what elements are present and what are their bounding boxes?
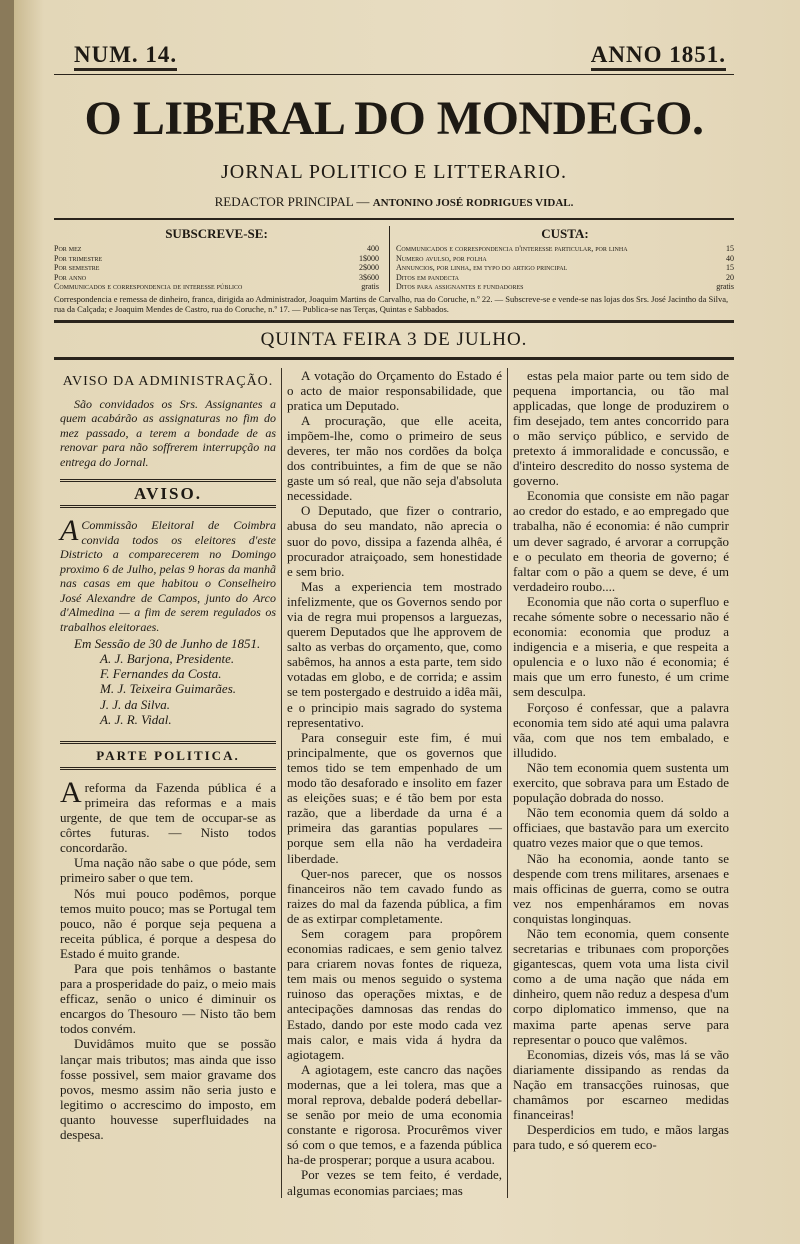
costs-heading: CUSTA: (541, 226, 589, 241)
paragraph-text: reforma da Fazenda pública é a primeira das reformas e a mais urgente, de que tem de occupar-se as côrtes futuras. — Nisto todos concordarão. (60, 779, 276, 856)
price-value: 40 (726, 253, 734, 263)
columns (54, 368, 734, 1198)
paragraph: Não tem economia, quem consente secretarias e tribunaes com proporções gigantescas, quem vota uma lista civil como a de uma nação que náda em dinheiro, quem não reduz a despesa d'um corpo diplomatico immenso, que na maxima parte apenas serve para representar o pouco que valêmos. (513, 925, 729, 1047)
issue-year: ANNO 1851. (591, 42, 726, 71)
paragraph: Não ha economia, aonde tanto se despende com trens militares, arsenaes e mais officinas de guerra, como se outra vez nos empenháramos em novas conquistas longinquas. (513, 850, 729, 926)
paragraph: Sem coragem para propôrem economias radicaes, e sem genio talvez para criarem novas fontes de riqueza, tem mais ou menos seguido o systema ruinoso das operações mixtas, e de antecipações damnosas das rendas do Estado, dando por este modo cada vez mais calor, e mais vida á hydra da agiotagem. (287, 925, 502, 1062)
price-value: 15 (726, 244, 734, 253)
price-row (396, 282, 734, 292)
correspondence-note: Correspondencia e remessa de dinheiro, franca, dirigida ao Administrador, Joaquim Martins de Carvalho, rua do Coruche, n.º 22. — Subscreve-se e vende-se nas lojas dos Srs. José Jacintho da Silva, rua da Calçada; e Joaquim Mendes de Castro, rua do Coruche, n.º 17. — Publica-se nas Terças, Quintas e Sabbados. (54, 293, 729, 314)
price-label: Por semestre (54, 263, 100, 272)
newspaper-page (14, 0, 800, 1244)
price-row (396, 263, 734, 273)
paragraph: A agiotagem, este cancro das nações modernas, que a lei tolera, mas que a moral reprova, debalde poderá debellar-se senão por meio de uma economia constante e rigorosa. Procurêmos viver só com o que temos, e a fazenda pública ha-de prosperar; porque a usura acabou. (287, 1061, 502, 1168)
paragraph: Forçoso é confessar, que a palavra economia tem sido até aqui uma palavra vãa, com que nos tem embalado, e illudido. (513, 699, 729, 760)
aviso-text: Commissão Eleitoral de Coimbra convida todos os eleitores d'este Districto a comparecerem no Domingo proximo 6 de Julho, pelas 9 horas da manhã nas casas em que habitou o Conselheiro José Alexandre de Campos, junto do Arco d'Almedina — a fim de serem regulados os trabalhos eleitoraes. (60, 518, 276, 634)
signature: A. J. R. Vidal. (100, 711, 172, 727)
column-2 (282, 368, 508, 1198)
column-3 (508, 368, 734, 1198)
signature: A. J. Barjona, Presidente. (100, 651, 235, 667)
price-label: Ditos em pandecta (396, 272, 459, 282)
paragraph: Economia que não corta o superfluo e recahe sómente sobre o necessario não é economia: economia que produz a indigencia e a miseria, e que respeita a opulencia e o luxo não é economia; é mais que um erro funesto, é um crime sem desculpa. (513, 593, 729, 700)
issue-date: QUINTA FEIRA 3 DE JULHO. (260, 328, 528, 350)
editor-line (54, 194, 734, 210)
price-row (396, 254, 734, 264)
divider (54, 74, 734, 75)
paragraph: Uma nação não sabe o que póde, sem primeiro saber o que tem. (60, 855, 276, 886)
paragraph: A votação do Orçamento do Estado é o acto de maior responsabilidade, que pratica um Deputado. (287, 367, 502, 413)
price-label: Annuncios, por linha, em typo do artigo principal (396, 263, 568, 272)
price-row (54, 263, 379, 273)
subscription-heading: SUBSCREVE-SE: (165, 226, 268, 241)
prices-block (54, 226, 734, 292)
paragraph: Economia que consiste em não pagar ao credor do estado, e ao empregado que trabalha, não é economia: é não cumprir um dever sagrado, é arvorar a corrupção e o peculato em theoria de governo; é faltar com o pão a quem se deve, é um verdadeiro roubo.... (513, 488, 729, 594)
price-label: Por anno (54, 272, 87, 282)
notice-text: São convidados os Srs. Assignantes a quem acabárão as assignaturas no fim do mez passado, a terem a bondade de as renovar para não soffrerem interrupção na entrega do Jornal. (60, 396, 276, 469)
price-row (396, 244, 734, 254)
costs-block (389, 226, 734, 292)
price-row (54, 254, 379, 264)
price-value: gratis (716, 282, 734, 291)
paragraph: O Deputado, que fizer o contrario, abusa do seu mandato, não aprecia o suor do povo, dissipa a fazenda alhêa, é procurador atraiçoado, sem honestidade e sem brio. (287, 503, 502, 579)
price-label: Ditos para assignantes e fundadores (396, 282, 524, 291)
issue-number: NUM. 14. (74, 42, 177, 71)
price-value: 15 (726, 263, 734, 272)
aviso-body (60, 514, 276, 634)
session-line: Em Sessão de 30 de Junho de 1851. (74, 636, 261, 652)
paragraph: Para que pois tenhâmos o bastante para a prosperidade do paiz, o meio mais efficaz, senão o unico é diminuir os encargos do Thesouro — Nisto tão bem todos convém. (60, 960, 276, 1037)
price-value: gratis (361, 282, 379, 291)
price-label: Communicados e correspondencia de interesse público (54, 282, 243, 291)
paragraph: estas pela maior parte ou tem sido de pequena importancia, ou tão mal applicadas, que longe de produzirem o fim desejado, tem antes concorrido para o mão serviço público, e servido de pretexto á immoralidade e concussão, e d'inteiro descredito do nosso systema de governo. (513, 367, 729, 489)
signature: F. Fernandes da Costa. (100, 666, 222, 682)
notice-heading: AVISO DA ADMINISTRAÇÃO. (62, 373, 274, 389)
price-value: 1$000 (359, 253, 379, 263)
price-label: Communicados e correspondencia d'interesse particular, por linha (396, 244, 628, 253)
paragraph: Duvidâmos muito que se possão lançar mais tributos; mas ainda que isso fosse possivel, sem maior gravame dos povos, mesmo assim não seria justo e legitimo o accrescimo do imposto, em quanto houvesse superfluidades na despesa. (60, 1036, 276, 1142)
paragraph: Nós mui pouco podêmos, porque temos muito pouco; mas se Portugal tem pouco, não é porque seja pequena a receita pública, é porque a despesa do Estado é muito grande. (60, 885, 276, 961)
divider (54, 320, 734, 323)
price-value: 2$000 (359, 263, 379, 272)
subscription-block (54, 226, 379, 292)
masthead-subtitle: JORNAL POLITICO E LITTERARIO. (220, 161, 567, 183)
paragraph: Desperdicios em tudo, e mãos largas para tudo, e só querem eco- (513, 1122, 729, 1153)
paragraph: Economias, dizeis vós, mas lá se vão diariamente dissipando as rendas da Nação em transacções ruinosas, que chamâmos por escarneo medidas financeiras! (513, 1046, 729, 1123)
divider (54, 357, 734, 360)
paragraph (60, 775, 276, 856)
paragraph: Quer-nos parecer, que os nossos financeiros não tem cavado fundo as raizes do mal da fazenda pública, a fim de as extirpar completamente. (287, 865, 502, 926)
paragraph: Não tem economia quem sustenta um exercito, que sobrava para um Estado de população dobrada do nosso. (513, 759, 729, 806)
drop-cap: A (60, 514, 79, 548)
drop-cap: A (60, 775, 82, 809)
signature: M. J. Teixeira Guimarães. (100, 681, 237, 697)
column-1 (54, 368, 282, 1198)
top-line (54, 42, 734, 71)
divider (54, 218, 734, 220)
price-value: 400 (367, 244, 379, 253)
paragraph: Mas a experiencia tem mostrado infelizmente, que os Governos sendo por via de regra mui propensos a larguezas, querem Deputados que lhe approvem de salto as verbas do orçamento, que, como sabêmos, ha annos a esta parte, tem sido votadas em globo, e de corrida; e assim se tem postergado e destruido a idêa mãi, e o principio mais sagrado do systema representativo. (287, 578, 502, 730)
price-row (54, 273, 379, 283)
price-label: Numero avulso, por folha (396, 253, 487, 263)
price-row (54, 282, 379, 292)
masthead-title: O LIBERAL DO MONDEGO. (84, 92, 704, 145)
editor-name: ANTONINO JOSÉ RODRIGUES VIDAL. (372, 197, 574, 209)
price-label: Por mez (54, 244, 82, 253)
price-row (396, 273, 734, 283)
price-row (54, 244, 379, 254)
section-heading: PARTE POLITICA. (60, 741, 276, 770)
paragraph: Por vezes se tem feito, é verdade, algumas economias parciaes; mas (287, 1167, 502, 1198)
aviso-heading: AVISO. (60, 479, 276, 508)
price-label: Por trimestre (54, 253, 103, 263)
editor-label: REDACTOR PRINCIPAL — (214, 194, 370, 209)
signature: J. J. da Silva. (100, 696, 171, 712)
paragraph: Para conseguir este fim, é mui principalmente, que os governos que temos tido se tem empenhado de um modo tão desaforado e insolito em fazer as eleições suas; e é tão bem por esta razão, que a liberdade da urna é a primeira das garantias populares — porque sem ella não ha verdadeira liberdade. (287, 729, 502, 866)
price-value: 20 (726, 272, 734, 282)
paragraph: Não tem economia quem dá soldo a officiaes, que bastavão para um exercito quatro vezes maior que o que temos. (513, 805, 729, 851)
paragraph: A procuração, que elle aceita, impõem-lhe, como o primeiro de seus deveres, ter mão nos cordões da bolça dos contribuintes, a fim de que se não gaste um só real, que não seja d'absoluta necessidade. (287, 412, 502, 504)
price-value: 3$600 (359, 272, 379, 282)
